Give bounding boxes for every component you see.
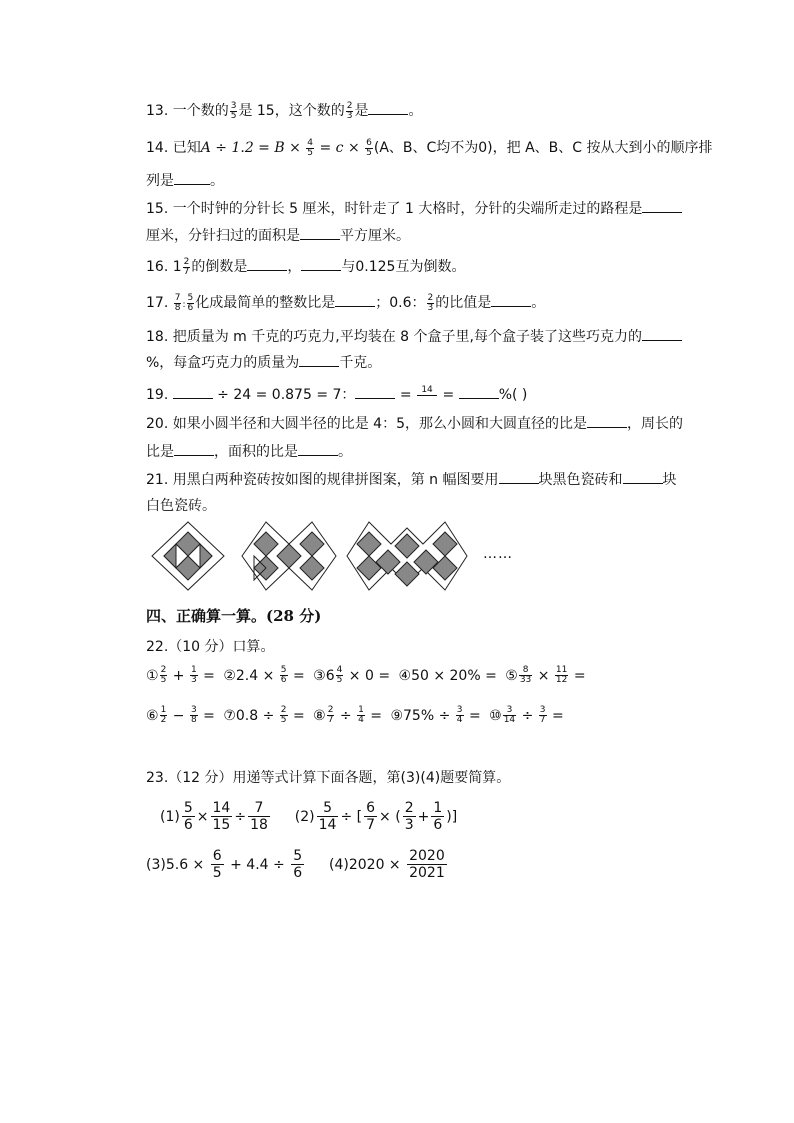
question-14: 14. 已知A ÷ 1.2 = B × $\frac{4}{5}$ = c × $\frac{6}{5}$ (A、B、C均不为0)，把 A、B、C 按从大到小的顺序排: [146, 137, 713, 158]
fraction: $\frac{5}{6}$: [187, 292, 194, 313]
problem-3: ③6 $\frac{4}{5}$ × 0 =: [313, 665, 391, 685]
answer-blank[interactable]: [642, 326, 682, 341]
answer-blank[interactable]: [173, 384, 213, 399]
section-heading: 四、正确算一算。(28 分): [146, 607, 322, 625]
fraction: $\frac{2}{3}$: [346, 100, 353, 121]
fraction: $\frac{6}{5}$: [366, 137, 372, 158]
tile-pattern-1: [150, 520, 226, 592]
problem-23-3: (3)5.6 × $\frac{6}{5}$ + 4.4 ÷ $\frac{5}{6}$: [146, 848, 303, 881]
fraction: $\frac{2}{3}$: [427, 292, 434, 313]
fraction: $\frac{3}{5}$: [230, 100, 237, 121]
answer-blank[interactable]: [298, 441, 338, 456]
answer-blank[interactable]: [301, 256, 341, 271]
answer-blank[interactable]: [174, 441, 214, 456]
problem-23-1: (1) $\frac{5}{6}$ × $\frac{14}{15}$ ÷ $\frac{7}{18}$: [160, 800, 268, 833]
answer-blank[interactable]: [459, 384, 499, 399]
mental-math-row-1: [146, 666, 590, 685]
ellipsis: ……: [483, 546, 513, 562]
problem-9: ⑨75% ÷ $\frac{3}{4}$ =: [390, 705, 481, 725]
answer-blank[interactable]: [299, 352, 339, 367]
problem-23-2: (2) $\frac{5}{14}$ ÷ [ $\frac{6}{7}$ × ( $\frac{2}{3}$ + $\frac{1}{6}$ )]: [294, 800, 458, 833]
problem-1: ① $\frac{2}{5}$ + $\frac{1}{3}$ =: [146, 665, 215, 685]
answer-blank[interactable]: [499, 469, 539, 484]
answer-blank[interactable]: [417, 396, 437, 404]
problem-23-4: (4)2020 × $\frac{2020}{2021}$: [329, 848, 445, 881]
question-16: 16. 1 $\frac{2}{7}$ 的倒数是 ， 与0.125互为倒数。: [146, 256, 466, 277]
question-23-title: 23.（12 分）用递等式计算下面各题，第(3)(4)题要简算。: [146, 770, 511, 786]
question-18-line2: %，每盒巧克力的质量为 千克。: [146, 352, 381, 373]
answer-blank[interactable]: [355, 384, 395, 399]
question-21-line2: 白色瓷砖。: [146, 498, 216, 514]
calc-row-1: [160, 800, 457, 833]
problem-8: ⑧ $\frac{2}{7}$ ÷ $\frac{1}{4}$ =: [313, 705, 382, 725]
question-14-line2: 列是 。: [146, 170, 224, 191]
question-21: 21. 用黑白两种瓷砖按如图的规律拼图案，第 n 幅图要用 块黑色瓷砖和 块: [146, 469, 677, 490]
fraction: $\frac{7}{8}$: [174, 292, 181, 313]
answer-blank[interactable]: [368, 100, 408, 115]
answer-blank[interactable]: [300, 225, 340, 240]
answer-blank[interactable]: [623, 469, 663, 484]
question-22-title: 22.（10 分）口算。: [146, 639, 275, 655]
question-19: 19. ÷ 24 = 0.875 = 7： = 14 = %( ): [146, 385, 528, 403]
question-18: 18. 把质量为 m 千克的巧克力,平均装在 8 个盒子里,每个盒子装了这些巧克力的: [146, 326, 682, 347]
question-15-line2: 厘米，分针扫过的面积是 平方厘米。: [146, 225, 410, 246]
answer-blank[interactable]: [247, 256, 287, 271]
answer-blank[interactable]: [642, 198, 682, 213]
fraction: $\frac{2}{7}$: [183, 256, 190, 277]
problem-6: ⑥ $\frac{1}{2}$ − $\frac{3}{8}$ =: [146, 705, 215, 725]
calc-row-2: [146, 848, 449, 881]
problem-10: ⑩ $\frac{3}{14}$ ÷ $\frac{3}{7}$ =: [489, 705, 564, 725]
problem-4: ④50 × 20% =: [398, 667, 497, 684]
question-17: 17. $\frac{7}{8}$ : $\frac{5}{6}$ 化成最简单的整数比是 ；0.6： $\frac{2}{3}$ 的比值是 。: [146, 292, 546, 313]
fraction: 14: [417, 386, 437, 404]
question-20: 20. 如果小圆半径和大圆半径的比是 4：5，那么小圆和大圆直径的比是 ，周长的: [146, 413, 683, 434]
tile-pattern-2: [240, 520, 338, 592]
tile-pattern-3: [345, 520, 469, 592]
problem-5: ⑤ $\frac{8}{33}$ × $\frac{11}{12}$ =: [505, 665, 586, 685]
answer-blank[interactable]: [587, 413, 627, 428]
fraction: $\frac{4}{5}$: [307, 137, 314, 158]
question-13: 13. 一个数的 $\frac{3}{5}$ 是 15，这个数的 $\frac{2}{3}$ 是 。: [146, 100, 423, 121]
question-20-line2: 比是 ，面积的比是 。: [146, 441, 352, 462]
question-15: 15. 一个时钟的分针长 5 厘米，时针走了 1 大格时，分针的尖端所走过的路程是: [146, 198, 682, 219]
problem-2: ②2.4 × $\frac{5}{6}$ =: [223, 665, 305, 685]
answer-blank[interactable]: [491, 292, 531, 307]
answer-blank[interactable]: [174, 170, 210, 185]
answer-blank[interactable]: [335, 292, 375, 307]
problem-7: ⑦0.8 ÷ $\frac{2}{5}$ =: [223, 705, 305, 725]
mental-math-row-2: [146, 706, 568, 725]
